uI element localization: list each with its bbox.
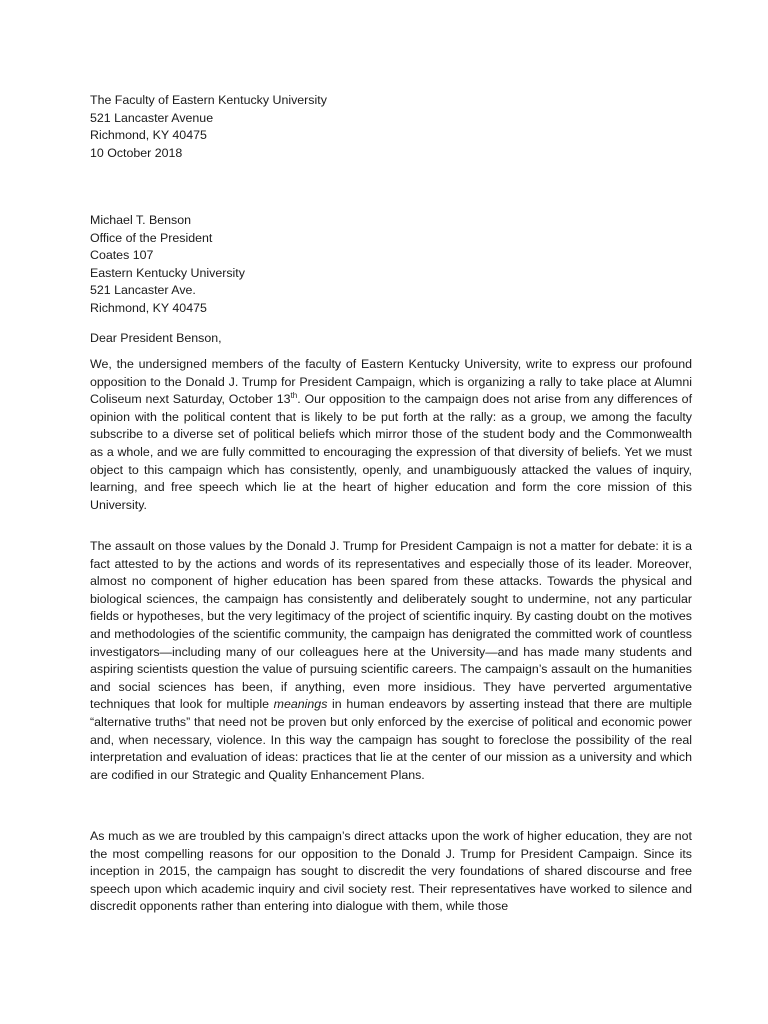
recipient-office: Office of the President [90,230,213,245]
ordinal-suffix: th [290,391,298,401]
salutation-text: Dear President Benson, [90,331,222,345]
sender-street: 521 Lancaster Avenue [90,110,214,125]
paragraph-3-text: As much as we are troubled by this campaign’s direct attacks upon the work of higher education, they are not the most compelling reasons for our opposition to the Donald J. Trump for President Campaign. Since its inception in 2015, the campaign has sought to discredit the very foundations of shared discourse and free speech upon which academic inquiry and civil society rest. Their representatives have worked to silence and discredit opponents rather than entering into dialogue with them, while those [90,829,692,914]
letter-date: 10 October 2018 [90,145,183,160]
recipient-street: 521 Lancaster Ave. [90,283,196,298]
emphasis-meanings: meanings [273,697,328,712]
recipient-institution: Eastern Kentucky University [90,265,245,280]
paragraph-1 [90,356,692,514]
paragraph-2 [90,538,692,784]
sender-city: Richmond, KY 40475 [90,128,207,143]
paragraph-2-text-b: in human endeavors by asserting instead that there are multiple “alternative truths” that need not be proven but only enforced by the exercise of political and economic power and, when necessary, violence. In this way the campaign has sought to foreclose the possibility of the real interpretation and evaluation of ideas: practices that lie at the center of our mission as a university and which are codified in our Strategic and Quality Enhancement Plans. [90,697,692,782]
paragraph-2-text-a: The assault on those values by the Donald J. Trump for President Campaign is not a matter for debate: it is a fact attested to by the actions and words of its representatives and especially those of its leader. Moreover, almost no component of higher education has been spared from these attacks. Towards the physical and biological sciences, the campaign has consistently and deliberately sought to undermine, not any particular fields or hypotheses, but the very legitimacy of the project of scientific inquiry. By casting doubt on the motives and methodologies of the scientific community, the campaign has denigrated the committed work of countless investigators—including many of our colleagues here at the University—and has made many students and aspiring scientists question the value of pursuing scientific careers. The campaign’s assault on the humanities and social sciences has been, if anything, even more insidious. They have perverted argumentative techniques that look for multiple [90,539,692,712]
recipient-room: Coates 107 [90,248,154,263]
recipient-name: Michael T. Benson [90,213,192,227]
sender-address [90,92,690,162]
recipient-address [90,212,690,318]
recipient-city: Richmond, KY 40475 [90,300,207,315]
sender-name: The Faculty of Eastern Kentucky University [90,93,327,107]
paragraph-1-text-a: We, the undersigned members of the faculty of Eastern Kentucky University, write to express our profound opposition to the Donald J. Trump for President Campaign, which is organizing a rally to take place at Alumni Coliseum next Saturday, October 13 [90,357,692,407]
paragraph-1-text-b: . Our opposition to the campaign does not arise from any differences of opinion with the political content that is likely to be put forth at the rally: as a group, we among the faculty subscribe to a diverse set of political beliefs which mirror those of the student body and the Commonwealth as a whole, and we are fully committed to encouraging the expression of that diversity of beliefs. Yet we must object to this campaign which has consistently, openly, and unambiguously attacked the values of inquiry, learning, and free speech which lie at the heart of higher education and form the core mission of this University. [90,392,693,512]
salutation [90,330,690,348]
paragraph-3 [90,828,692,916]
